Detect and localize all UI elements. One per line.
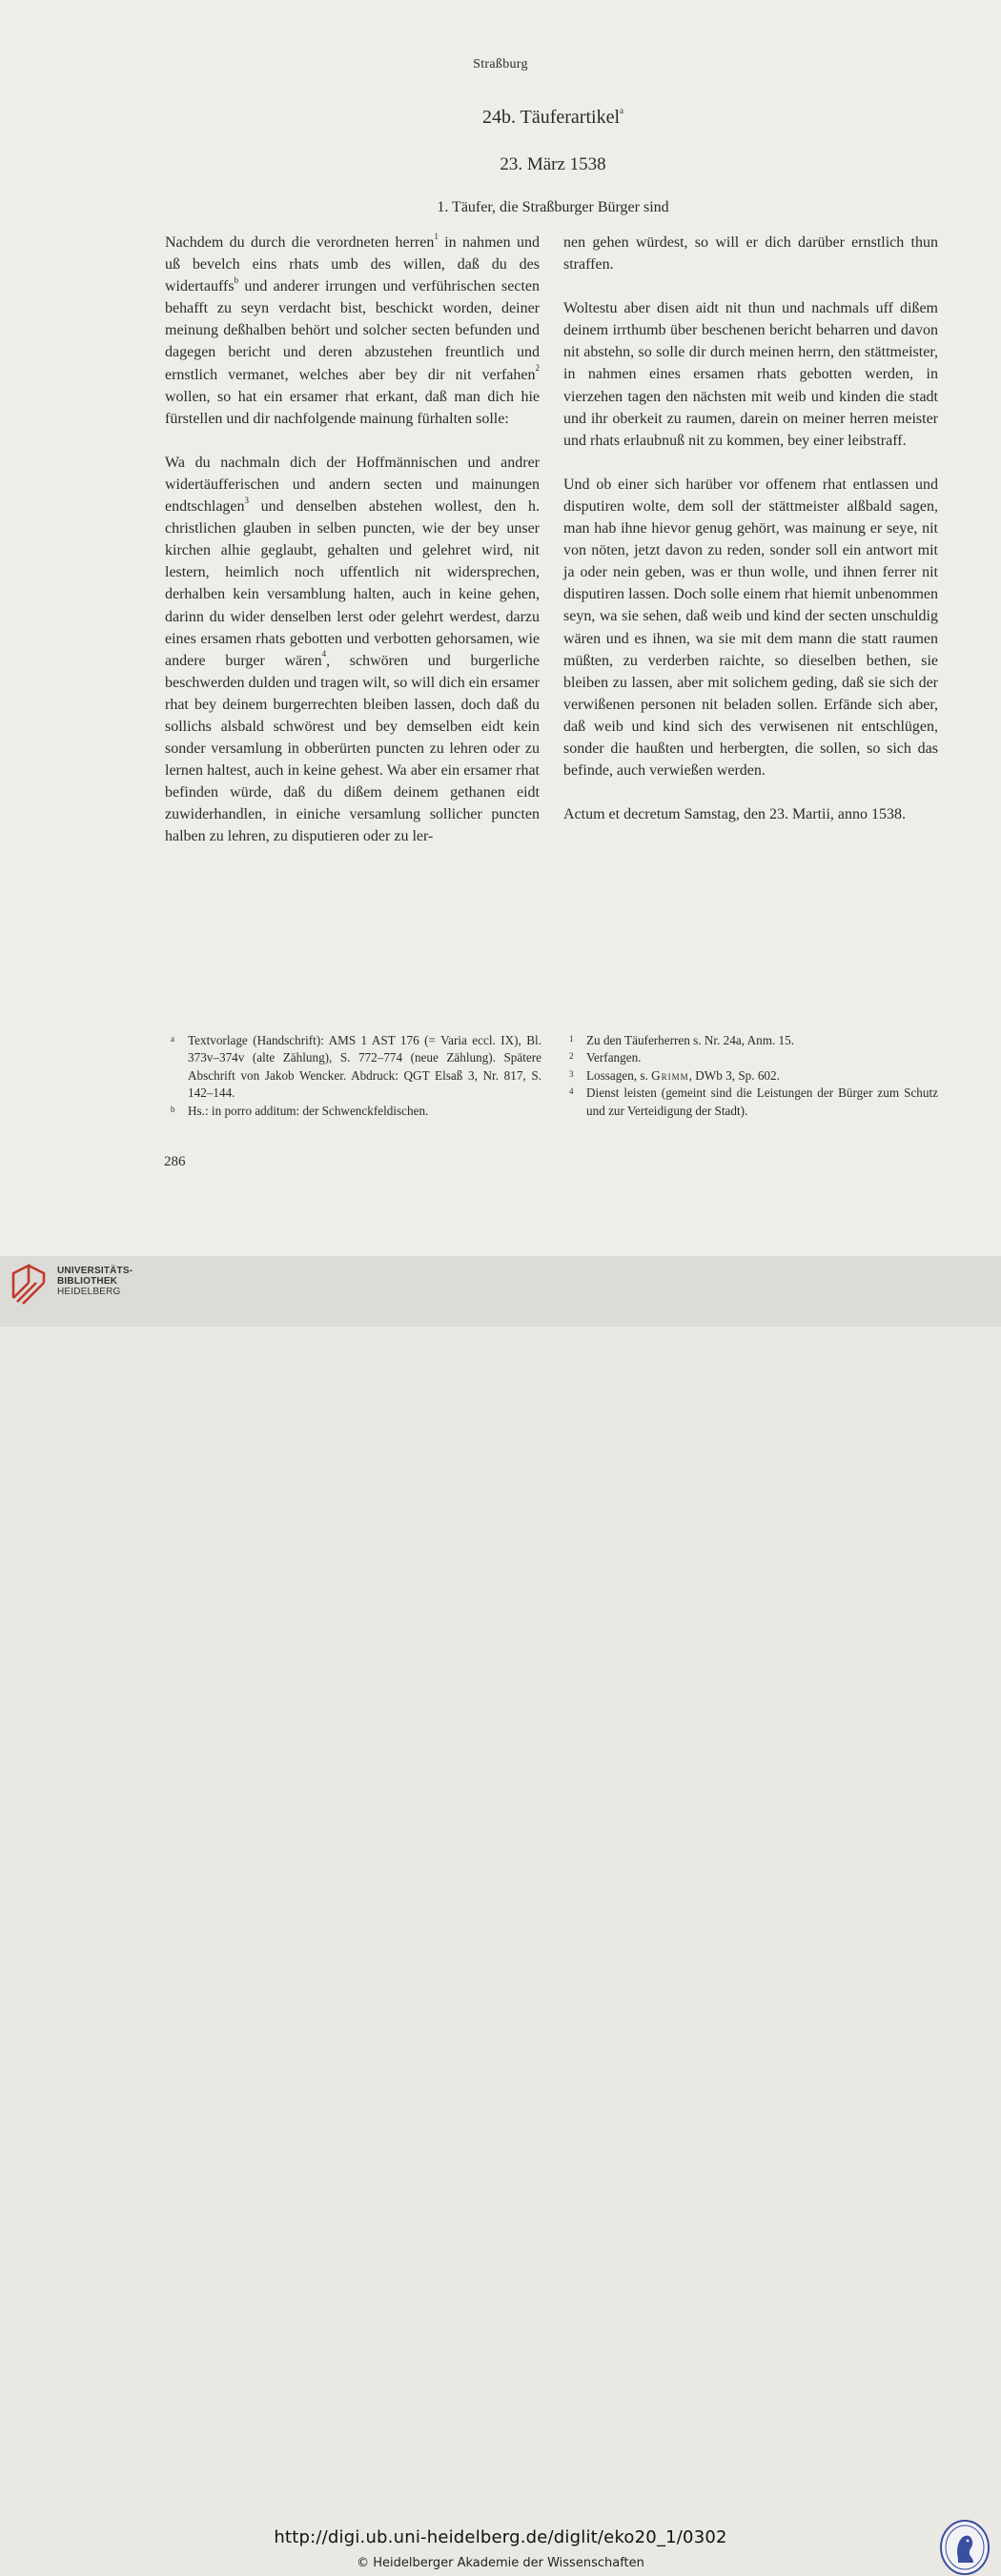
permalink-url[interactable]: http://digi.ub.uni-heidelberg.de/diglit/eko20_1/0302 [274,2527,727,2547]
footnote [563,1032,938,1049]
running-head: Straßburg [473,57,528,71]
text-run: und denselben abstehen wollest, den h. christlichen glauben in selben puncten, wie der bey unser kirchen alhie geglaubt, gehalten und gelehret wird, nit lestern, heimlich noch uffentlich nit widersprechen, derhalben kein versamblung halten, auch in keine gehen, darinn du wider denselben lerst oder gelehrt werdest, darzu eines ersamen rhats gebotten und verbotten gehorsamen, wie andere burger wären [165,498,540,669]
library-logo-text [57,1266,133,1297]
text-column-right [563,232,938,825]
footnote-mark: b [171,1104,175,1114]
paragraph: Woltestu aber disen aidt nit thun und nachmals uff dißem deinem irrthumb über beschenen bericht beharren und davon nit abstehn, so solle dir durch meinen herrn, den stättmeister, in nahmen eines ersamen rhats gebotten werden, in vierzehen tagen den nächsten mit weib und kinden die stadt und ihr oberkeit zu raumen, darein on meiner herren meister und rhats erlaubnuß nit zu kommen, bey einer leibstraff. [563,300,938,449]
paragraph: Actum et decretum Samstag, den 23. Martii, anno 1538. [563,806,907,823]
footnote-text [586,1068,780,1083]
logo-line: BIBLIOTHEK [57,1276,118,1287]
paragraph: nen gehen würdest, so will er dich darüber ernstlich thun straffen. [563,234,938,274]
footnote-mark: 3 [569,1068,574,1079]
document-title [0,107,1001,129]
footnote-text: Zu den Täuferherren s. Nr. 24a, Anm. 15. [586,1033,795,1047]
footnote [165,1032,541,1103]
footnote [165,1103,541,1120]
footnote [563,1049,938,1066]
text-run: und anderer irrungen und verführischen secten behafft zu seyn verdacht bist, beschickt worden, deiner meinung deßhalben behört und solcher secten befunden und dagegen bericht und deren abzustehen freuntlich und ernstlich vermanet, welches aber bey dir nit verfahen [165,278,540,383]
footnote-text: Dienst leisten (gemeint sind die Leistungen der Bürger zum Schutz und zur Verteidigung der Stadt). [586,1085,938,1118]
text-run: Lossagen, s. [586,1067,652,1083]
footnote-ref[interactable]: 4 [321,649,327,659]
paragraph [165,452,540,848]
paragraph: Und ob einer sich harüber vor offenem rhat entlassen und disputiren wolte, dem soll der stättmeister alßbald sagen, man hab ihne hievor genug gehört, was mainung er seye, nit von nöten, jetzt davon zu reden, sonder soll ein antwort mit ja oder nein geben, was er thun wolle, und ihnen ferrer nit disputiren lassen. Doch solle einem rhat hiemit unbenommen seyn, wa sie sehen, daß weib und kind der secten unschuldig wären und es ihnen, wa sie mit dem mann die statt raumen müßten, zu verderben raichte, so dieselben bethen, sie bleiben zu lassen, aber mit solichem geding, daß sie sich der verwißenen personen nit beladen sollen. Erfände sich aber, daß weib und kind sich des verwisenen nit entschlügen, sonder die haußten und herbergten, die sollen, so sich das befinde, auch verwießen werden. [563,476,938,780]
footnote-mark: 4 [569,1086,574,1097]
footnote-ref[interactable]: 1 [434,231,439,241]
title-footnote-mark[interactable]: a [620,106,623,116]
text-run: Nachdem du durch die verordneten herren [165,234,435,251]
library-logo-icon [10,1264,50,1306]
footnote-text: Verfangen. [586,1050,642,1065]
footnotes-commentary [563,1032,938,1120]
text-column-left [165,232,540,848]
library-logo[interactable] [10,1264,143,1308]
logo-line: UNIVERSITÄTS- [57,1266,133,1276]
viewer-footer [0,1256,1001,2570]
text-run: , DWb 3, Sp. 602. [688,1067,780,1083]
footnote [563,1085,938,1120]
paragraph [165,232,540,430]
academy-seal-icon [939,2519,991,2576]
author-name: Grimm [651,1067,689,1083]
footnote-text: Textvorlage (Handschrift): AMS 1 AST 176 (= Varia eccl. IX), Bl. 373v–374v (alte Zählung), S. 772–774 (neue Zählung). Spätere Abschrift von Jakob Wencker. Abdruck: QGT Elsaß 3, Nr. 817, S. 142–144. [188,1033,541,1101]
document-date: 23. März 1538 [500,154,606,174]
footnote-mark: 2 [569,1051,574,1062]
section-subtitle: 1. Täufer, die Straßburger Bürger sind [437,199,669,215]
text-run: wollen, so hat ein ersamer rhat erkant, daß man dich hie fürstellen und dir nachfolgende mainung fürhalten solle: [165,388,540,427]
document-page [0,0,1001,1256]
logo-line: HEIDELBERG [57,1287,121,1297]
footnote-mark: a [171,1034,174,1044]
footnotes-textual [165,1032,541,1120]
footnote-mark: 1 [569,1034,574,1044]
page-number: 286 [164,1154,186,1169]
text-run: , schwören und burgerliche beschwerden dulden und tragen wilt, so will dich ein ersamer rhat bey deinem burgerrechten bleiben lassen, doch daß du sollichs alsbald schwörest und bey demselben eidt kein sonder versamlung in obberürten puncten zu lehren oder zu lernen haltest, auch in keine gehest. Wa aber ein ersamer rhat befinden würde, daß du dißem deinem gethanen eidt zuwiderhandlen, in einiche versamlung sollicher puncten halben zu lehren, zu disputieren oder zu ler- [165,652,540,845]
footnote-ref[interactable]: b [234,274,239,285]
title-text: 24b. Täuferartikel [481,107,620,128]
footnote-ref[interactable]: 2 [535,363,540,374]
footnote [563,1067,938,1085]
footnote-text: Hs.: in porro additum: der Schwenckfeldischen. [188,1103,429,1118]
text-run: in nahmen und uß bevelch eins rhats umb des willen, daß du des widertauffs [165,234,541,295]
copyright-notice: © Heidelberger Akademie der Wissenschaften [357,2556,644,2570]
text-run: Wa du nachmaln dich der Hoffmännischen und andrer widertäufferischen und andern secten und mainungen endtschlagen [165,454,540,516]
footnote-ref[interactable]: 3 [244,495,250,505]
